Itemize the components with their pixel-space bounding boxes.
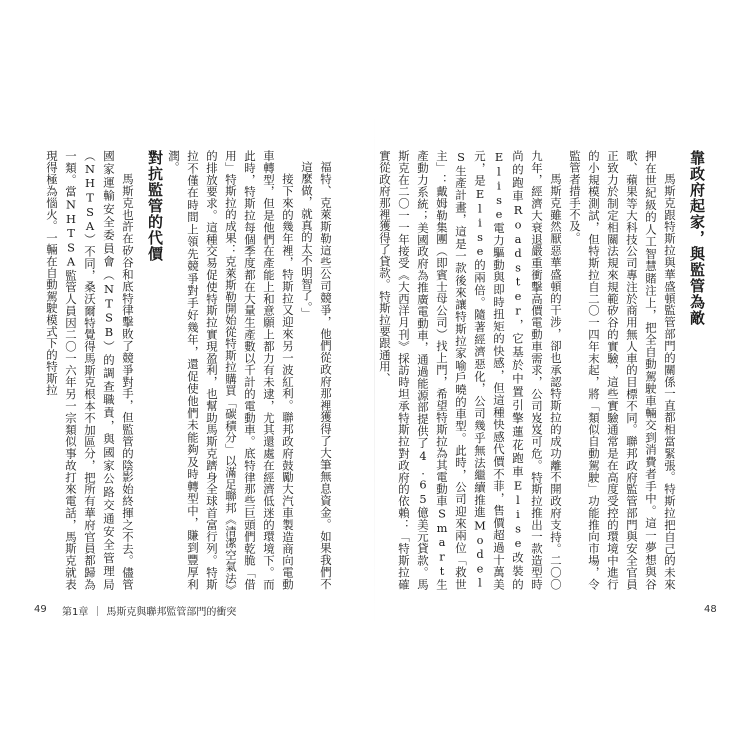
- body-paragraph: 馬斯克雖然厭惡華盛頓的干涉，卻也承認特斯拉的成功離不開政府支持。二〇〇九年，經濟大衰退嚴重衝擊高價電動車需求，公司岌岌可危。特斯拉推出一款造型時尚的跑車Roadster，它基於中置引擎蓮花跑車Elise改裝的Elise電力驅動與即時扭矩的快感，但這種快感代價不菲，售價超過十萬美元，是Elise的兩倍。隨著經濟惡化，公司幾乎無法繼續推進Model S生產計畫，這是一款後來讓特斯拉家喻戶曉的車型。此時，公司迎來兩位「救世主」：戴姆勒集團（即賓士母公司）找上門，希望特斯拉為其電動車Smart生產動力系統；美國政府為推廣電動車，通過能源部提供了4.65億美元貸款。馬斯克在二〇一一年接受《大西洋月刊》採訪時坦承特斯拉對政府的依賴：「特斯拉確實從政府那裡獲得了貸款。特斯拉要跟通用、: [378, 150, 563, 590]
- page-number-right: 48: [704, 604, 717, 615]
- running-head: [62, 603, 236, 618]
- section-heading-left: 對抗監管的代價: [146, 150, 164, 262]
- page-number-left: 49: [34, 604, 47, 615]
- left-page-body: [35, 150, 335, 590]
- body-paragraph: 馬斯克也許在矽谷和底特律擊敗了競爭對手，但監管的陰影始終揮之不去。儘管國家運輸安全委員會（NTSB）的調查職責，與國家公路交通安全管理局（NHTSA）不同，桑沃爾特覺得馬斯克根本不加區分，把所有華府官員都歸為一類。當NHTSA監管人員因二〇一六年另一宗類似事故打來電話，馬斯克就表現得極為惱火。一輛在自動駕駛模式下的特斯拉: [45, 150, 135, 590]
- right-page-body: [378, 150, 706, 590]
- running-head-chapter: 第1章: [62, 607, 89, 618]
- body-paragraph: 接下來的幾年裡，特斯拉又迎來另一波紅利。聯邦政府鼓勵大汽車製造商向電動車轉型，但是他們在產能上和意願上都力有未逮，尤其還處在經濟低迷的環境下。而此時，特斯拉每個季度都在大量生產數以千計的電動車。底特律那些巨頭們乾脆「借用」特斯拉的成果：克萊斯勒開始從特斯拉購買「碳積分」以滿足聯邦《清潔空氣法》的排放要求。這種交易促使特斯拉實現盈利，也幫助馬斯克躋身全球首富行列。特斯拉不僅在時間上領先競爭對手好幾年，還促使他們未能夠及時轉型中，賺到豐厚利潤。: [167, 150, 295, 590]
- body-paragraph: 馬斯克跟特斯拉與華盛頓監管部門的關係一直都相當緊張。特斯拉把自己的未來押在世紀級的人工智慧賭注上，把全自動駕駛車輛交到消費者手中。這一夢想與谷歌、蘋果等大科技公司專注於商用無人車的目標不同。聯邦政府監管部門與安全官員正致力於制定相關法規來規範矽谷的實驗，這些實驗通常是在高度受控的環境中進行的小規模測試，但特斯拉自二〇一四年末起，將「類似自動駕駛」功能推向市場，令監管者措手不及。: [568, 150, 677, 590]
- running-head-separator: ｜: [92, 607, 103, 618]
- section-heading-right: 靠政府起家，與監管為敵: [688, 150, 706, 326]
- quote-continuation: 福特、克萊斯勒這些公司競爭，他們從政府那裡獲得了大筆無息資金。如果我們不這麼做，就真的太不明智了。」: [300, 161, 333, 590]
- running-head-title: 馬斯克與聯邦監管部門的衝突: [106, 607, 237, 618]
